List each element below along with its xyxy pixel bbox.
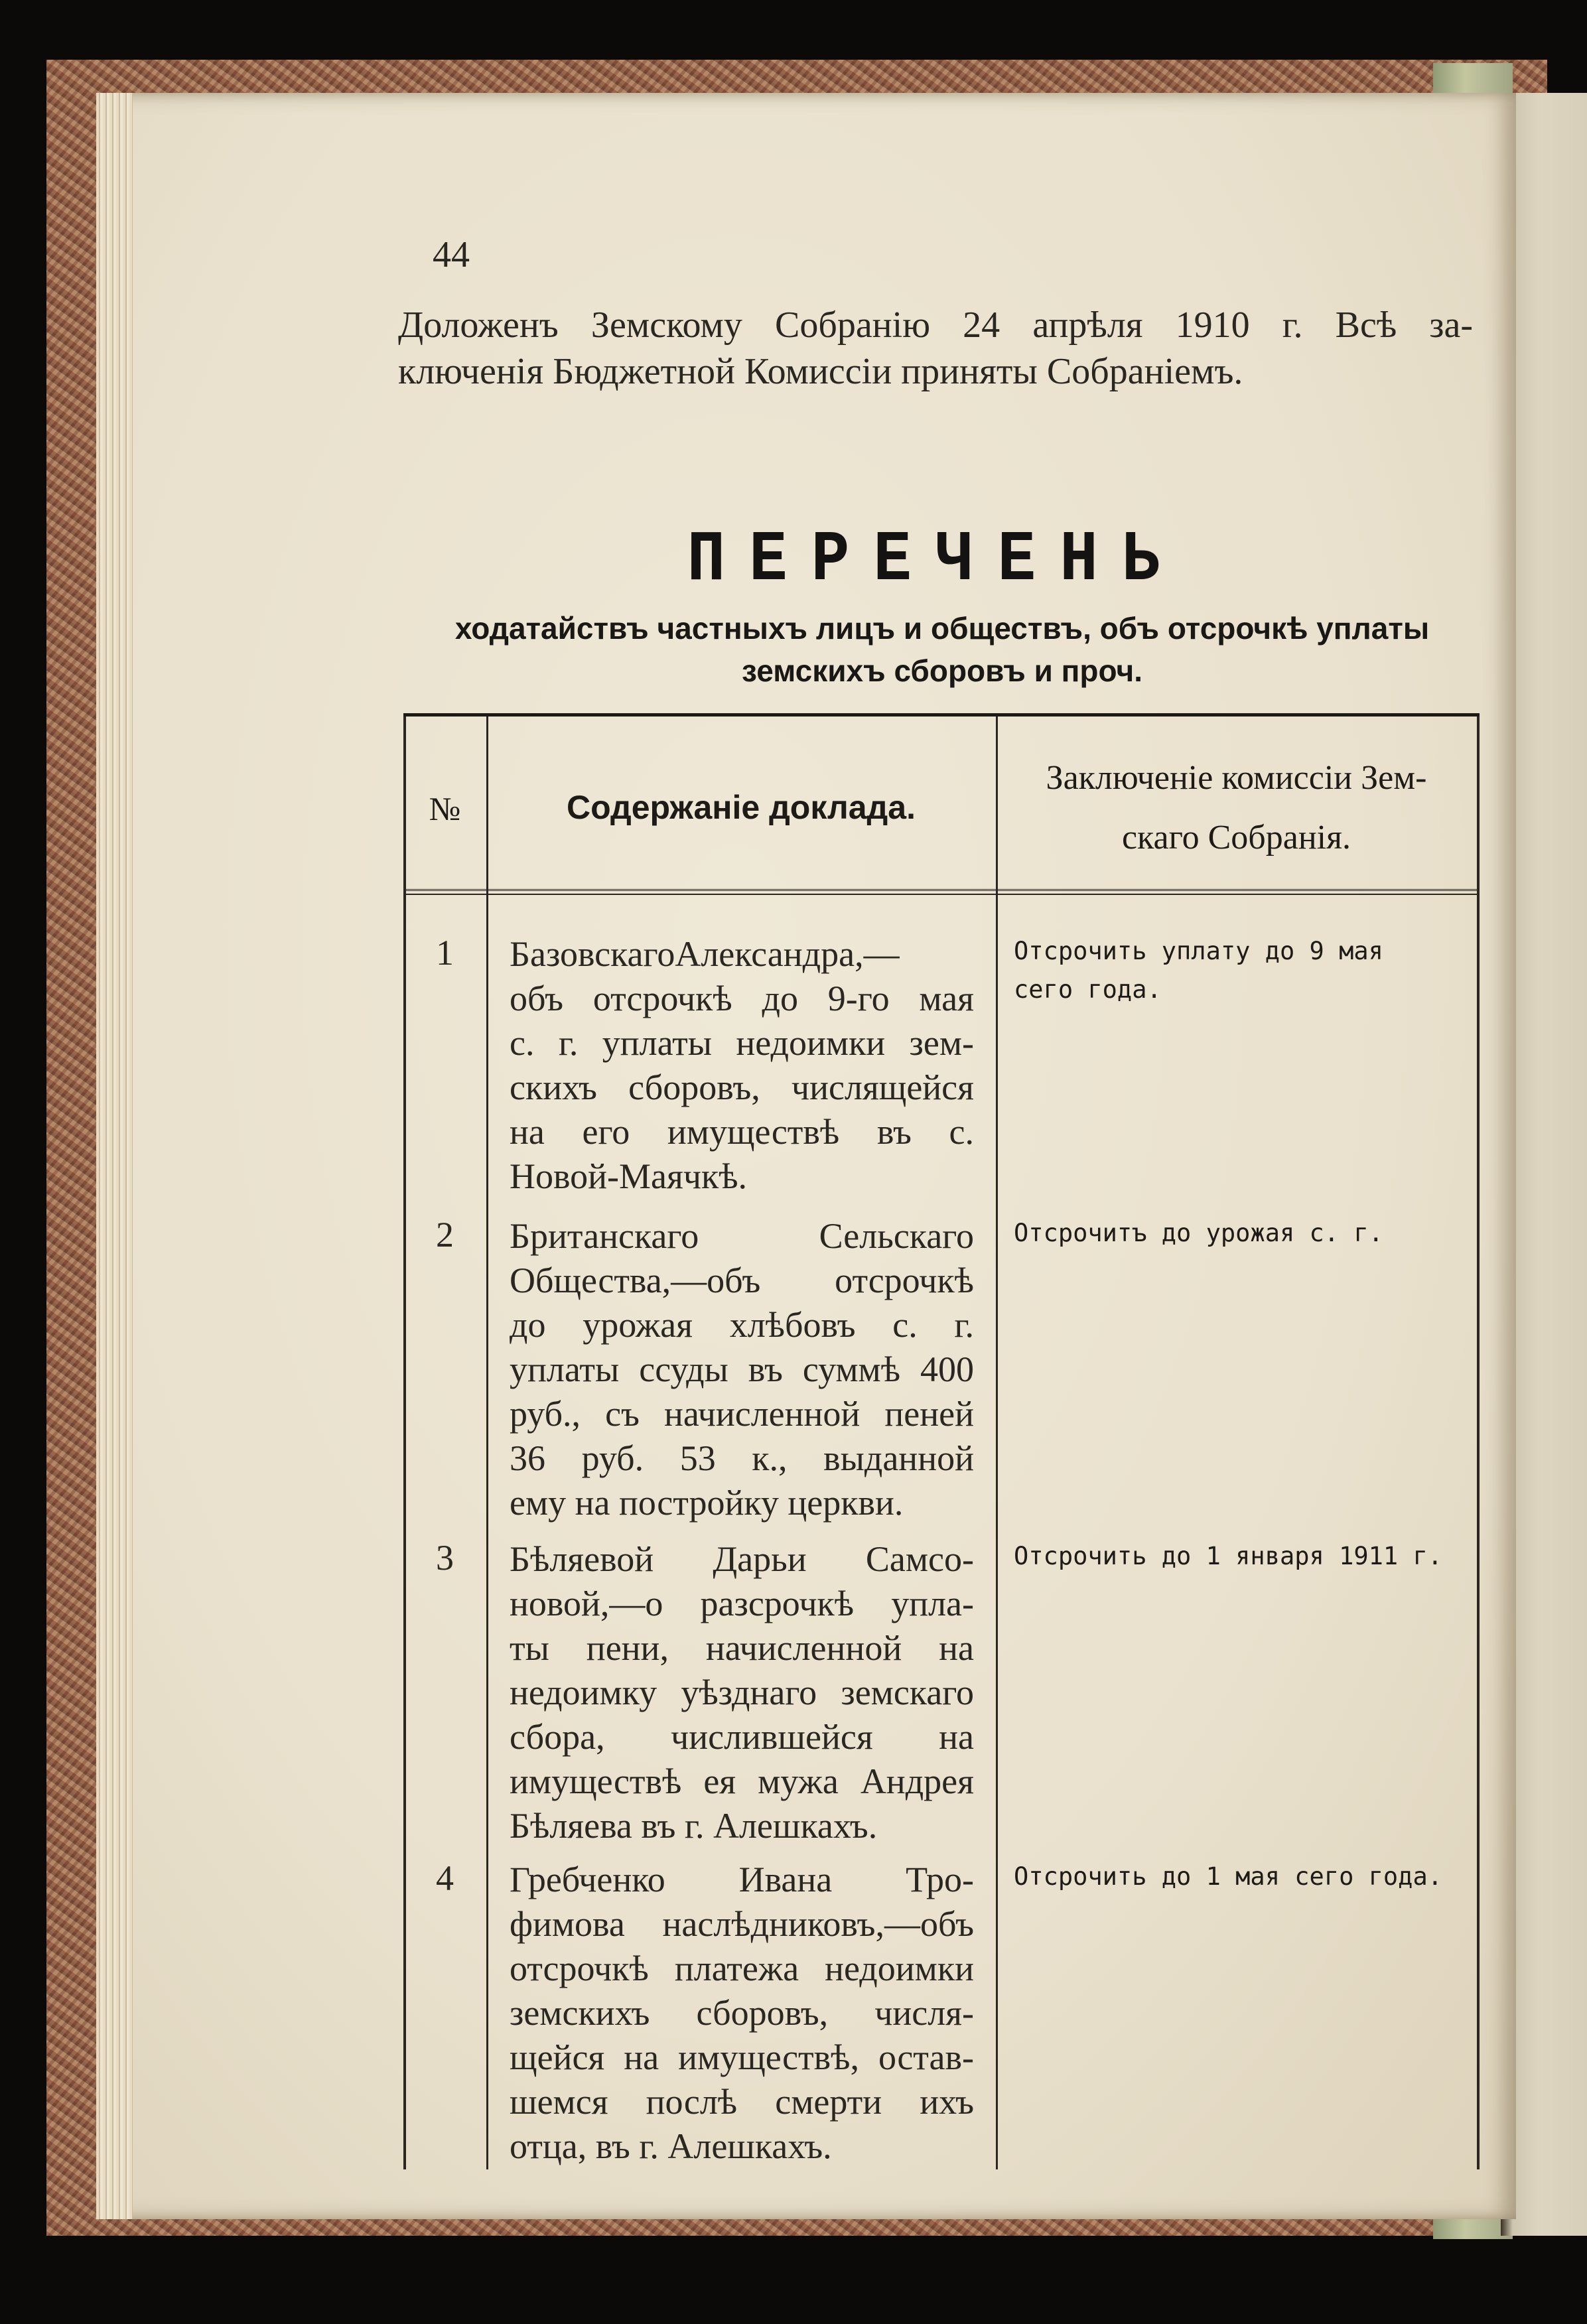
content-line: на его имуществѣ въ с. <box>510 1112 974 1152</box>
content-line: объ отсрочкѣ до 9-го мая <box>510 979 974 1018</box>
page-number: 44 <box>433 234 470 275</box>
content-line: фимова наслѣдниковъ,—объ <box>510 1904 974 1944</box>
column-divider <box>486 717 488 2169</box>
content-line: шемся послѣ смерти ихъ <box>510 2082 974 2122</box>
header-number: № <box>429 790 461 827</box>
row-number: 4 <box>436 1858 454 1898</box>
row-content <box>510 1858 974 2169</box>
content-line: Новой-Маячкѣ. <box>510 1156 748 1196</box>
header-conclusion-line: Заключеніе комиссіи Зем- <box>1046 759 1427 797</box>
content-line: скихъ сборовъ, числящейся <box>510 1067 974 1107</box>
header-content: Содержаніе доклада. <box>566 789 916 826</box>
content-line: 36 руб. 53 к., выданной <box>510 1438 974 1478</box>
conclusion-line: Отсрочить до 1 мая сего года. <box>1014 1862 1443 1891</box>
content-line: БазовскагоАлександра,— <box>510 934 900 974</box>
row-conclusion <box>1014 932 1472 1009</box>
intro-line: Доложенъ Земскому Собранію 24 апрѣля 1910 г. Всѣ за- <box>398 305 1473 346</box>
page-stack-edge <box>96 93 133 2219</box>
content-line: Общества,—объ отсрочкѣ <box>510 1261 974 1300</box>
content-line: до урожая хлѣбовъ с. г. <box>510 1305 974 1345</box>
intro-paragraph <box>398 302 1473 395</box>
subtitle-line: ходатайствъ частныхъ лицъ и обществъ, объ отсрочкѣ уплаты <box>454 611 1430 646</box>
row-conclusion <box>1014 1858 1472 1896</box>
column-divider <box>996 717 998 2169</box>
row-number: 3 <box>436 1538 454 1578</box>
content-line: земскихъ сборовъ, числя- <box>510 1993 974 2033</box>
row-conclusion <box>1014 1537 1472 1576</box>
conclusion-line: сего года. <box>1014 975 1162 1004</box>
row-number: 2 <box>436 1215 454 1255</box>
content-line: щейся на имуществѣ, остав- <box>510 2037 974 2077</box>
row-content <box>510 932 974 1199</box>
content-line: Бѣляевой Дарьи Самсо- <box>510 1539 974 1579</box>
content-line: отсрочкѣ платежа недоимки <box>510 1948 974 1988</box>
content-line: сбора, числившейся на <box>510 1717 974 1757</box>
row-conclusion <box>1014 1214 1472 1253</box>
content-line: отца, въ г. Алешкахъ. <box>510 2126 832 2166</box>
conclusion-line: Отсрочитъ до урожая с. г. <box>1014 1219 1383 1247</box>
content-line: руб., съ начисленной пеней <box>510 1394 974 1434</box>
intro-line: ключенія Бюджетной Комиссіи приняты Собраніемъ. <box>398 351 1243 392</box>
content-line: ты пени, начисленной на <box>510 1628 974 1668</box>
content-line: Гребченко Ивана Тро- <box>510 1860 974 1899</box>
document-title: ПЕРЕЧЕНЬ <box>687 519 1184 601</box>
row-number: 1 <box>436 933 454 973</box>
content-line: с. г. уплаты недоимки зем- <box>510 1023 974 1063</box>
row-content <box>510 1214 974 1525</box>
header-divider <box>403 889 1480 895</box>
table-border-right <box>1477 717 1480 2169</box>
subtitle-line: земскихъ сборовъ и проч. <box>742 653 1142 688</box>
row-content <box>510 1537 974 1848</box>
petitions-table <box>403 713 1480 2169</box>
document-subtitle <box>398 607 1486 692</box>
content-line: Бѣляева въ г. Алешкахъ. <box>510 1806 878 1846</box>
content-line: имуществѣ ея мужа Андрея <box>510 1761 974 1801</box>
content-line: недоимку уѣзднаго земскаго <box>510 1673 974 1712</box>
conclusion-line: Отсрочить уплату до 9 мая <box>1014 937 1383 965</box>
header-conclusion <box>996 748 1477 868</box>
content-line: новой,—о разсрочкѣ упла- <box>510 1584 974 1623</box>
conclusion-line: Отсрочить до 1 января 1911 г. <box>1014 1542 1443 1570</box>
header-conclusion-line: скаго Собранія. <box>1121 819 1351 856</box>
content-line: уплаты ссуды въ суммѣ 400 <box>510 1349 974 1389</box>
content-line: ему на постройку церкви. <box>510 1483 904 1523</box>
content-line: Британскаго Сельскаго <box>510 1216 974 1256</box>
